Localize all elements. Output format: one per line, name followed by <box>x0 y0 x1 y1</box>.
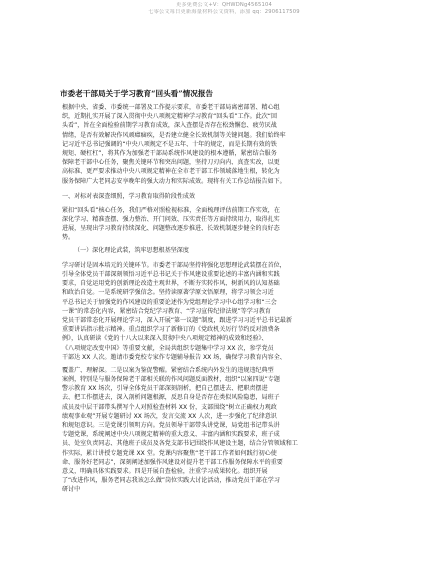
text-line: 保障老干部中心任务，聚焦关键环节和突出问题，坚持刀刃向内、真查实改，以更 <box>62 159 280 167</box>
text-line: 案例，特别是与服务保障老干部相关联的作风问题反面教材，组织“以案四说”专题 <box>62 376 280 384</box>
text-line: 重要讲话指示批示精神。重点组织学习了新修订的《党政机关厉行节约反对浪费条 <box>62 326 280 334</box>
text-line: 警示教育 XX 场次，引导全体党员干部深刻剖析，把自己摆进去、把职责摆进 <box>62 385 268 393</box>
text-line: 和规矩意识。三是党课引领明方向。党员领导干部带头讲党课，局党组书记带头讲 <box>62 422 280 429</box>
text-line: 去、把工作摆进去，深入剖析问题根源，反思自身是否存在类似风险隐患，局班子 <box>62 394 280 402</box>
text-line: 势。 <box>62 234 75 242</box>
text-line: 平总书记关于加强党的作风建设的重要论述作为党组理论学习中心组学习和“三会 <box>62 298 277 306</box>
subsection-heading-1 <box>62 246 386 255</box>
text-line: 覆盖广、理解深。二是以案为鉴促警醒。紧密结合系统内外发生的违规违纪典型 <box>62 366 274 374</box>
text-line: 根据中央、省委、市委统一部署及工作提示要求，市委老干部局离密部署、精心组 <box>62 104 280 111</box>
watermark-line-1: 更多免费公文+V：QHWDNg4565104 <box>176 2 272 8</box>
intro-paragraph <box>62 103 386 186</box>
text-line: 服务保障广大老同志安享晚年的强大动力和实际成效。现将有关工作总结报告如下。 <box>62 177 286 185</box>
text-line: （一）深化理论武装，筑牢思想根基坚深度 <box>74 246 189 254</box>
watermark-line-2: 七零公文每日更新海量材料公文资料，添加 qq：2906117509 <box>148 9 300 15</box>
text-line: 一、对标对表深查细照，学习教育取得阶段性成效 <box>62 192 196 200</box>
text-line: 《八项规定改变中国》等重要文献，全局共组织专题集中学习 XX 次，参学党员 <box>62 344 274 352</box>
text-line: 命、服务好老同志”，深刻阐述加强作风建设对提升老干部工作服务保障水平的重要 <box>62 458 283 466</box>
watermark-header <box>0 2 448 16</box>
text-line: 紧扣“回头看”核心任务，我们严格对照检视标准，全面梳理评估前期工作实效，在 <box>62 206 280 214</box>
text-line: 绩观事业观”开展专题研讨 XX 场次，发言交流 XX 人次，进一步强化了纪律意识 <box>62 412 277 420</box>
text-line: 和政治自觉。一是系统研学强信念。坚持读原著学原文悟原理，将学习领会习近 <box>62 289 274 297</box>
text-line: 记习近平总书记强调的“中央八项规定不是五年、十年的规定，而是长期有效的铁 <box>62 140 277 148</box>
text-line: 头看”，旨在全面检验前期学习教育成效，深入查摆是否存在松劲懈怠、疲劳厌战 <box>62 122 277 130</box>
text-line: 作实际，累计讲授专题党课 XX 堂。党课内容聚焦“老干部工作者如何践行初心使 <box>62 449 277 457</box>
text-line: 织，近期扎实开展了深入贯彻中央八项规定精神学习教育“回头看”工作。此次“回 <box>62 113 277 121</box>
text-line: 研讨中 <box>62 486 81 494</box>
text-line: 意义，明确具体实践要求。四是开展自查检验，注重学习成果转化。组织开展 <box>62 467 268 475</box>
document-body <box>62 103 386 495</box>
subsection-1-paragraph-continued <box>62 366 386 495</box>
text-line: 干部达 XX 人次。邀请市委党校专家作专题辅导报告 XX 场，确保学习教育内容全、 <box>62 353 286 361</box>
text-line: 成员及中层干部带头撰写个人对照检查材料 XX 份，支部围绕“树立正确权力观政 <box>62 403 277 411</box>
text-line: 引导全体党员干部深刻领悟习近平总书记关于作风建设重要论述的丰富内涵和实践 <box>62 271 280 278</box>
text-line: 学习研讨是固本培元的关键环节。市委老干部局坚持将强化思想理论武装摆在首位， <box>62 261 286 269</box>
subsection-1-paragraph <box>62 261 386 362</box>
text-line: 深化学习、精准查摆、强力整治、开门问效、压实责任等方面持续用力，取得扎实 <box>62 216 280 224</box>
text-line: 例》，认真研读《党的十八大以来深入贯彻中央八项规定精神的成效和经验》、 <box>62 335 268 343</box>
text-line: 了“改进作风，服务老同志我该怎么做”岗位实践大讨论活动，推动党员干部在学习 <box>62 477 280 485</box>
text-line: 一课”的常态化内容，紧密结合党纪学习教育、“学习宣传纪律法规”等学习教育 <box>62 307 271 315</box>
text-line: 专题党课，系统阐述中央八项规定精神的重大意义、丰富内涵和实践要求，班子成 <box>62 431 280 439</box>
text-line: 高标准、更严要求推动中央八项规定精神在全市老干部工作领域落地生根，转化为 <box>62 168 280 176</box>
document-title: 市委老干部局关于学习教育“回头看”情况报告 <box>60 89 214 98</box>
text-line: 员、处室负责同志、其他班子成员及各党支部书记围绕作风建设主题，结合分管领域和工 <box>62 440 298 448</box>
text-line: 情绪，是否有效解决作风顽瘴痼疾，是否建立健全长效机制等关键问题。我们始终牢 <box>62 131 286 139</box>
text-line: 党员干部常态化开展理论学习，深入开展“第一议题”制度，跟进学习习近平总书记最新 <box>62 316 292 324</box>
text-line: 要求，自觉运用党的创新理论改造主观世界，不断夯实转作风、树新风的认知基础 <box>62 280 280 288</box>
section-1-paragraph <box>62 206 386 243</box>
section-heading-1 <box>62 192 386 201</box>
text-line: 进展，呈现出学习教育持续深化、问题整改逐步推进、长效机制逐步健全的良好态 <box>62 225 280 233</box>
text-line: 规矩、硬杠杠”，将其作为加强老干部局系统作风建设的根本遵循，紧密结合服务 <box>62 149 277 157</box>
